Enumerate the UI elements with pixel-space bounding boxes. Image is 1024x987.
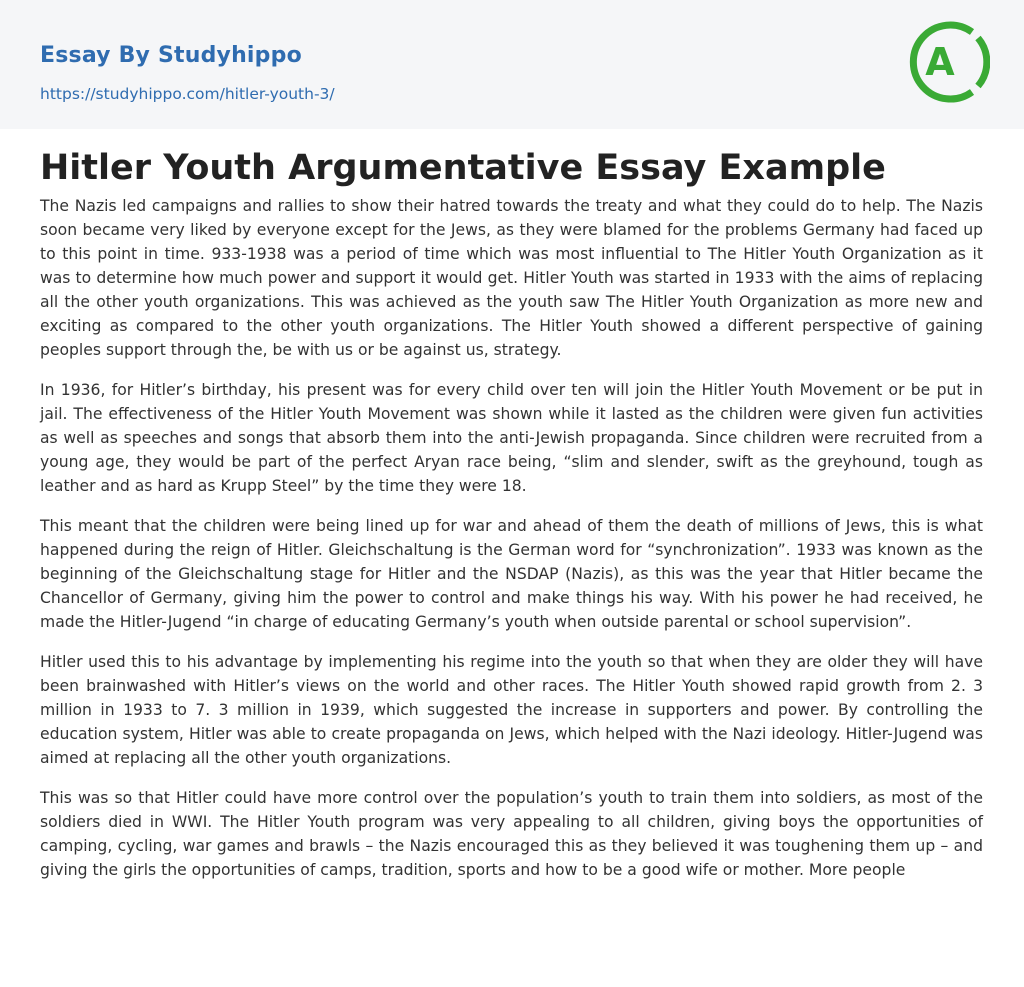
- article-title: Hitler Youth Argumentative Essay Example: [40, 148, 886, 188]
- article-paragraph: This was so that Hitler could have more control over the population’s youth to train them into soldiers, as most of the soldiers died in WWI. The Hitler Youth program was very appealing to all children, giving boys the opportunities of camping, cycling, war games and brawls – the Nazis encouraged this as they believed it was toughening them up – and giving the girls the opportunities of camps, tradition, sports and how to be a good wife or mother. More people: [40, 789, 983, 879]
- article-paragraph: Hitler used this to his advantage by implementing his regime into the youth so that when they are older they will have been brainwashed with Hitler’s views on the world and other races. The Hitler Youth showed rapid growth from 2. 3 million in 1933 to 7. 3 million in 1939, which suggested the increase in supporters and power. By controlling the education system, Hitler was able to create propaganda on Jews, which helped with the Nazi ideology. Hitler-Jugend was aimed at replacing all the other youth organizations.: [40, 653, 983, 767]
- article-paragraph: This meant that the children were being lined up for war and ahead of them the death of millions of Jews, this is what happened during the reign of Hitler. Gleichschaltung is the German word for “synchronization”. 1933 was known as the beginning of the Gleichschaltung stage for Hitler and the NSDAP (Nazis), as this was the year that Hitler became the Chancellor of Germany, giving him the power to control and make things his way. With his power he had received, he made the Hitler-Jugend “in charge of educating Germany’s youth when outside parental or school supervision”.: [40, 517, 983, 631]
- logo-letter: A: [925, 40, 955, 84]
- article-url-link[interactable]: https://studyhippo.com/hitler-youth-3/: [40, 85, 335, 103]
- site-brand[interactable]: Essay By Studyhippo: [40, 43, 302, 68]
- article-paragraph: In 1936, for Hitler’s birthday, his present was for every child over ten will join the Hitler Youth Movement or be put in jail. The effectiveness of the Hitler Youth Movement was shown while it lasted as the children were given fun activities as well as speeches and songs that absorb them into the anti-Jewish propaganda. Since children were recruited from a young age, they would be part of the perfect Aryan race being, “slim and slender, swift as the greyhound, tough as leather and as hard as Krupp Steel” by the time they were 18.: [40, 381, 983, 495]
- article-body: [40, 194, 983, 898]
- article-paragraph: The Nazis led campaigns and rallies to show their hatred towards the treaty and what they could do to help. The Nazis soon became very liked by everyone except for the Jews, as they were blamed for the problems Germany had faced up to this point in time. 933-1938 was a period of time which was most influential to The Hitler Youth Organization as it was to determine how much power and support it would get. Hitler Youth was started in 1933 with the aims of replacing all the other youth organizations. This was achieved as the youth saw The Hitler Youth Organization as more new and exciting as compared to the other youth organizations. The Hitler Youth showed a different perspective of gaining peoples support through the, be with us or be against us, strategy.: [40, 197, 983, 359]
- studyhippo-logo-icon[interactable]: [908, 18, 990, 106]
